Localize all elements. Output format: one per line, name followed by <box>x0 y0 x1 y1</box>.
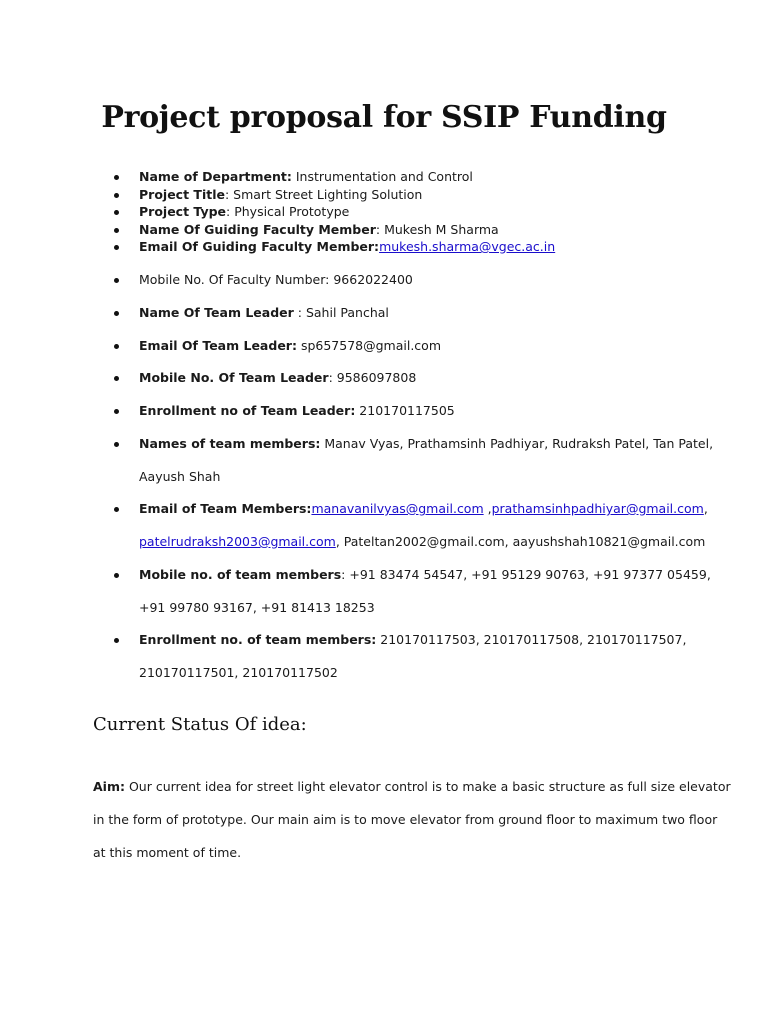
list-item-leader-email <box>139 338 441 354</box>
item-label: Project Title <box>139 187 225 202</box>
bullet-icon <box>114 311 119 316</box>
separator: , <box>703 501 708 516</box>
item-value: : +91 83474 54547, +91 95129 90763, +91 97377 05459, <box>341 567 711 582</box>
separator: , <box>483 501 492 516</box>
list-item-members-names <box>139 436 713 452</box>
bullet-icon <box>114 245 119 250</box>
item-value: Aayush Shah <box>139 469 221 484</box>
item-label: Name of Department: <box>139 169 292 184</box>
document-title: Project proposal for SSIP Funding <box>101 100 667 135</box>
item-value: 210170117505 <box>355 403 455 418</box>
list-item-leader-name <box>139 305 389 321</box>
item-value: +91 99780 93167, +91 81413 18253 <box>139 600 375 615</box>
list-item-guide-email <box>139 239 555 255</box>
item-value: Manav Vyas, Prathamsinh Padhiyar, Rudraksh Patel, Tan Patel, <box>320 436 714 451</box>
bullet-icon <box>114 442 119 447</box>
item-label: Email of Team Members: <box>139 501 312 516</box>
item-label: Enrollment no of Team Leader: <box>139 403 356 418</box>
item-value: : 9586097808 <box>328 370 417 385</box>
member-email-link-1[interactable]: manavanilvyas@gmail.com <box>311 501 484 516</box>
item-label: Mobile No. Of Team Leader <box>139 370 329 385</box>
item-value: sp657578@gmail.com <box>296 338 441 353</box>
aim-line-2: in the form of prototype. Our main aim is to move elevator from ground floor to maximum two floor <box>93 812 718 827</box>
member-email-link-2[interactable]: prathamsinhpadhiyar@gmail.com <box>491 501 704 516</box>
item-value: 210170117501, 210170117502 <box>139 665 338 680</box>
item-value: : Physical Prototype <box>226 204 350 219</box>
item-value: : Sahil Panchal <box>293 305 389 320</box>
bullet-icon <box>114 344 119 349</box>
section-heading: Current Status Of idea: <box>93 714 307 735</box>
bullet-icon <box>114 228 119 233</box>
bullet-icon <box>114 507 119 512</box>
aim-label: Aim: <box>93 779 125 794</box>
item-label: Email Of Guiding Faculty Member: <box>139 239 380 254</box>
item-value: Instrumentation and Control <box>291 169 473 184</box>
list-item-project-title <box>139 187 422 203</box>
list-item-members-enrollment <box>139 632 686 648</box>
item-value: : Mukesh M Sharma <box>375 222 499 237</box>
item-value: 210170117503, 210170117508, 210170117507, <box>376 632 687 647</box>
bullet-icon <box>114 210 119 215</box>
item-label: Names of team members: <box>139 436 321 451</box>
list-item-guide-name <box>139 222 499 238</box>
aim-line-3: at this moment of time. <box>93 845 242 860</box>
member-email-link-3[interactable]: patelrudraksh2003@gmail.com <box>139 534 336 549</box>
list-item-members-enrollment-cont <box>139 665 338 681</box>
bullet-icon <box>114 573 119 578</box>
item-value: , Pateltan2002@gmail.com, aayushshah10821@gmail.com <box>335 534 706 549</box>
item-label: Mobile no. of team members <box>139 567 342 582</box>
item-value: : Smart Street Lighting Solution <box>224 187 423 202</box>
item-label: Enrollment no. of team members: <box>139 632 377 647</box>
list-item-leader-enrollment <box>139 403 455 419</box>
item-label: Name Of Team Leader <box>139 305 294 320</box>
item-value: Mobile No. Of Faculty Number: 9662022400 <box>139 272 413 287</box>
aim-line-1 <box>93 779 731 795</box>
item-label: Name Of Guiding Faculty Member <box>139 222 376 237</box>
list-item-members-emails-cont <box>139 534 705 550</box>
bullet-icon <box>114 638 119 643</box>
list-item-faculty-mobile <box>139 272 413 288</box>
list-item-department <box>139 169 473 185</box>
bullet-icon <box>114 409 119 414</box>
item-label: Project Type <box>139 204 227 219</box>
bullet-icon <box>114 376 119 381</box>
bullet-icon <box>114 193 119 198</box>
item-label: Email Of Team Leader: <box>139 338 297 353</box>
list-item-members-names-cont <box>139 469 220 485</box>
bullet-icon <box>114 278 119 283</box>
list-item-leader-mobile <box>139 370 416 386</box>
list-item-members-emails <box>139 501 708 517</box>
list-item-members-mobiles <box>139 567 711 583</box>
aim-text: Our current idea for street light elevator control is to make a basic structure as full size elevator <box>124 779 731 794</box>
list-item-members-mobiles-cont <box>139 600 375 616</box>
guide-email-link[interactable]: mukesh.sharma@vgec.ac.in <box>379 239 556 254</box>
bullet-icon <box>114 175 119 180</box>
list-item-project-type <box>139 204 349 220</box>
